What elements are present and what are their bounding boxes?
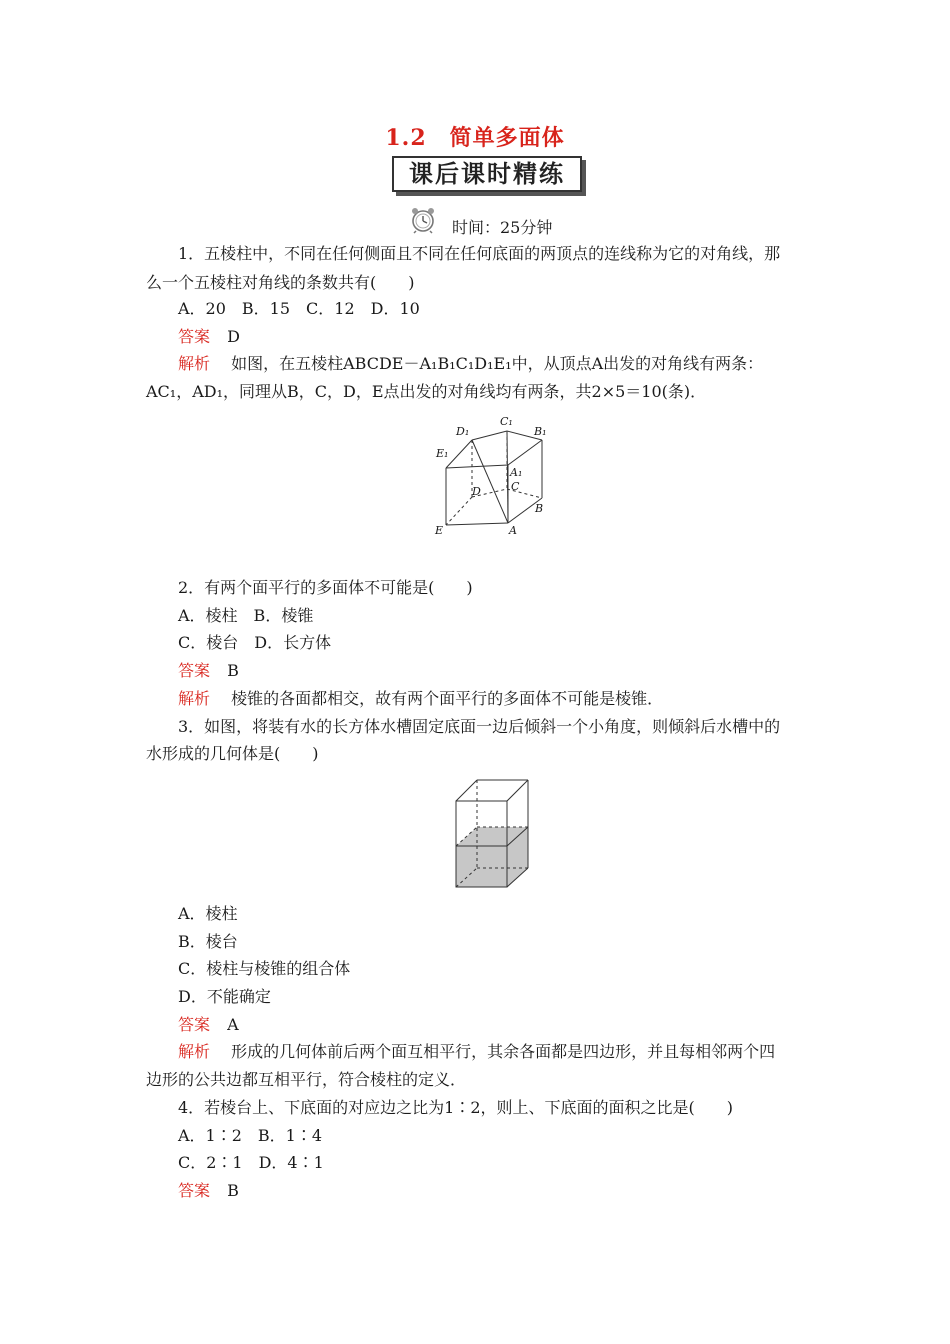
label-a: A	[509, 524, 517, 537]
q1-analysis-line1: 如图，在五棱柱ABCDE－A₁B₁C₁D₁E₁中，从顶点A出发的对角线有两条：	[231, 354, 764, 373]
water-tank-figure	[454, 776, 530, 890]
q2-options-line2: C．棱台 D．长方体	[178, 633, 332, 652]
page-title: 1.2 简单多面体	[385, 125, 565, 151]
q4-options-line2: C．2∶1 D．4∶1	[178, 1153, 324, 1172]
section-badge-label: 课后课时精练	[392, 156, 582, 192]
q3-option-a: A．棱柱	[178, 904, 238, 923]
q3-option-b: B．棱台	[178, 932, 238, 951]
q2-analysis-row	[178, 688, 663, 710]
section-badge	[392, 156, 584, 194]
q2-analysis-label: 解析	[178, 689, 211, 708]
q1-analysis-row	[178, 353, 763, 375]
q1-analysis-label: 解析	[178, 354, 211, 373]
label-d: D	[472, 485, 481, 498]
label-a1: A₁	[510, 466, 523, 479]
q2-stem: 2．有两个面平行的多面体不可能是( )	[178, 578, 473, 597]
q4-options-line1: A．1∶2 B．1∶4	[178, 1126, 323, 1145]
q1-answer-label: 答案	[178, 327, 211, 346]
label-c1: C₁	[500, 415, 513, 428]
q2-options-line1: A．棱柱 B．棱锥	[178, 606, 314, 625]
q4-answer-value: B	[227, 1181, 239, 1200]
label-c: C	[511, 480, 520, 493]
q2-answer-label: 答案	[178, 661, 211, 680]
q1-stem-line2: 么一个五棱柱对角线的条数共有( )	[146, 273, 415, 292]
q3-answer-row	[178, 1014, 239, 1036]
label-b: B	[535, 502, 544, 515]
q3-analysis-line2: 边形的公共边都互相平行，符合棱柱的定义．	[146, 1070, 467, 1089]
q3-stem-line1: 3．如图，将装有水的长方体水槽固定底面一边后倾斜一个小角度，则倾斜后水槽中的	[178, 717, 781, 736]
q2-answer-value: B	[227, 661, 239, 680]
label-b1: B₁	[534, 425, 547, 438]
q3-answer-value: A	[227, 1015, 239, 1034]
q4-answer-label: 答案	[178, 1181, 211, 1200]
alarm-clock-icon	[408, 206, 438, 234]
q3-analysis-row	[178, 1041, 775, 1063]
q3-stem-line2: 水形成的几何体是( )	[146, 744, 319, 763]
q1-stem-line1: 1．五棱柱中，不同在任何侧面且不同在任何底面的两顶点的连线称为它的对角线，那	[178, 244, 781, 263]
q4-answer-row	[178, 1180, 239, 1202]
q3-analysis-line1: 形成的几何体前后两个面互相平行，其余各面都是四边形，并且每相邻两个四	[231, 1042, 776, 1061]
q2-analysis-text: 棱锥的各面都相交，故有两个面平行的多面体不可能是棱锥．	[231, 689, 664, 708]
time-limit: 时间：25分钟	[452, 218, 553, 237]
label-e: E	[435, 524, 444, 537]
q1-analysis-line2: AC₁，AD₁，同理从B，C，D，E点出发的对角线均有两条，共2×5＝10(条)．	[146, 382, 707, 401]
q3-analysis-label: 解析	[178, 1042, 211, 1061]
q1-answer-row	[178, 326, 240, 348]
q2-answer-row	[178, 660, 239, 682]
label-d1: D₁	[456, 425, 470, 438]
prism-labels	[428, 412, 558, 544]
q3-answer-label: 答案	[178, 1015, 211, 1034]
q3-option-d: D．不能确定	[178, 987, 271, 1006]
q4-stem: 4．若棱台上、下底面的对应边之比为1∶2，则上、下底面的面积之比是( )	[178, 1098, 734, 1117]
q1-options: A．20 B．15 C．12 D．10	[178, 299, 420, 318]
label-e1: E₁	[436, 447, 449, 460]
q1-answer-value: D	[227, 327, 240, 346]
q3-option-c: C．棱柱与棱锥的组合体	[178, 959, 351, 978]
